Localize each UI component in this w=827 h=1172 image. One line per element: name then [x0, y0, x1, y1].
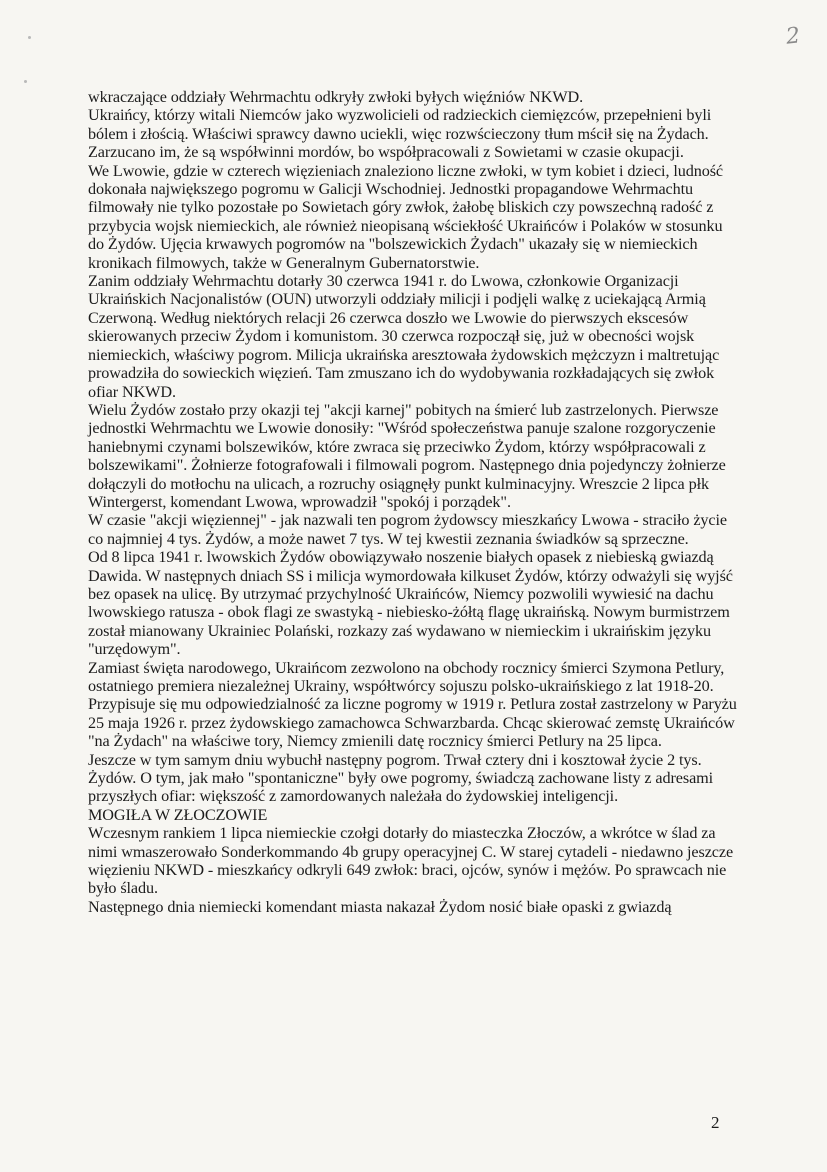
paragraph: W czasie "akcji więziennej" - jak nazwali ten pogrom żydowscy mieszkańcy Lwowa - straciło życie co najmniej 4 tys. Żydów, a może nawet 7 tys. W tej kwestii zeznania świadków są sprzeczne. [88, 511, 727, 548]
paragraph: Wielu Żydów zostało przy okazji tej "akcji karnej" pobitych na śmierć lub zastrzelonych. Pierwsze jednostki Wehrmachtu we Lwowie donosiły: "Wśród społeczeństwa panuje szalone rozgoryczenie haniebnymi czynami bolszewików, które zwraca się przeciwko Żydom, którzy współpracowali z bolszewikami". Żołnierze fotografowali i filmowali pogrom. Następnego dnia pojedynczy żołnierze dołączyli do motłochu na ulicach, a rozruchy osiągnęły punkt kulminacyjny. Wreszcie 2 lipca płk Wintergerst, komendant Lwowa, wprowadził "spokój i porządek". [88, 400, 726, 511]
scan-speck [28, 36, 31, 39]
paragraph: Ukraińcy, którzy witali Niemców jako wyzwolicieli od radzieckich ciemięzców, przepełnieni byli bólem i złością. Właściwi sprawcy dawno uciekli, więc rozwścieczony tłum mścił się na Żydach. Zarzucano im, że są współwinni mordów, bo współpracowali z Sowietami w czasie okupacji. [88, 106, 712, 162]
paragraph: Wczesnym rankiem 1 lipca niemieckie czołgi dotarły do miasteczka Złoczów, a wkrótce w ślad za nimi wmaszerowało Sonderkommando 4b grupy operacyjnej C. W starej cytadeli - niedawno jeszcze więzieniu NKWD - mieszkańcy odkryli 649 zwłok: braci, ojców, synów i mężów. Po sprawcach nie było śladu. [88, 824, 734, 898]
handwritten-page-mark: 2 [784, 23, 802, 50]
scan-speck [24, 80, 27, 83]
paragraph: Następnego dnia niemiecki komendant miasta nakazał Żydom nosić białe opaski z gwiazdą [88, 897, 672, 916]
paragraph: wkraczające oddziały Wehrmachtu odkryły zwłoki byłych więźniów NKWD. [88, 88, 584, 106]
page-number: 2 [711, 1113, 720, 1132]
paragraph: Zanim oddziały Wehrmachtu dotarły 30 czerwca 1941 r. do Lwowa, członkowie Organizacji Ukraińskich Nacjonalistów (OUN) utworzyli oddziały milicji i podjęli walkę z uciekającą Armią Czerwoną. Według niektórych relacji 26 czerwca doszło we Lwowie do pierwszych ekscesów skierowanych przeciw Żydom i komunistom. 30 czerwca rozpoczął się, już w obecności wojsk niemieckich, właściwy pogrom. Milicja ukraińska aresztowała żydowskich mężczyzn i maltretując prowadziła do sowieckich więzień. Tam zmuszano ich do wydobywania rozkładających się zwłok ofiar NKWD. [88, 272, 720, 401]
document-body [88, 88, 738, 916]
paragraph: Jeszcze w tym samym dniu wybuchł następny pogrom. Trwał cztery dni i kosztował życie 2 tys. Żydów. O tym, jak mało "spontaniczne" były owe pogromy, świadczą zachowane listy z adresami przyszłych ofiar: większość z zamordowanych należała do żydowskiej inteligencji. [88, 750, 714, 806]
section-heading: MOGIŁA W ZŁOCZOWIE [88, 805, 268, 824]
paragraph: We Lwowie, gdzie w czterech więzieniach znaleziono liczne zwłoki, w tym kobiet i dzieci, ludność dokonała największego pogromu w Galicji Wschodniej. Jednostki propagandowe Wehrmachtu filmowały nie tylko pozostałe po Sowietach góry zwłok, żałobę bliskich czy powszechną radość z przybycia wojsk niemieckich, ale również nieopisaną wściekłość Ukraińców i Polaków w stosunku do Żydów. Ujęcia krwawych pogromów na "bolszewickich Żydach" ukazały się w niemieckich kronikach filmowych, także w Generalnym Gubernatorstwie. [88, 161, 723, 272]
paragraph: Zamiast święta narodowego, Ukraińcom zezwolono na obchody rocznicy śmierci Szymona Petlury, ostatniego premiera niezależnej Ukrainy, współtwórcy sojuszu polsko-ukraińskiego z lat 1918-20. Przypisuje się mu odpowiedzialność za liczne pogromy w 1919 r. Petlura został zastrzelony w Paryżu 25 maja 1926 r. przez żydowskiego zamachowca Schwarzbarda. Chcąc skierować zemstę Ukraińców "na Żydach" na właściwe tory, Niemcy zmienili datę rocznicy śmierci Petlury na 25 lipca. [88, 658, 737, 751]
paragraph: Od 8 lipca 1941 r. lwowskich Żydów obowiązywało noszenie białych opasek z niebieską gwiazdą Dawida. W następnych dniach SS i milicja wymordowała kilkuset Żydów, którzy odważyli się wyjść bez opasek na ulicę. By utrzymać przychylność Ukraińców, Niemcy pozwolili wywiesić na dachu lwowskiego ratusza - obok flagi ze swastyką - niebiesko-żółtą flagę ukraińską. Nowym burmistrzem został mianowany Ukrainiec Polański, rozkazy zaś wydawano w niemieckim i ukraińskim języku "urzędowym". [88, 548, 733, 659]
